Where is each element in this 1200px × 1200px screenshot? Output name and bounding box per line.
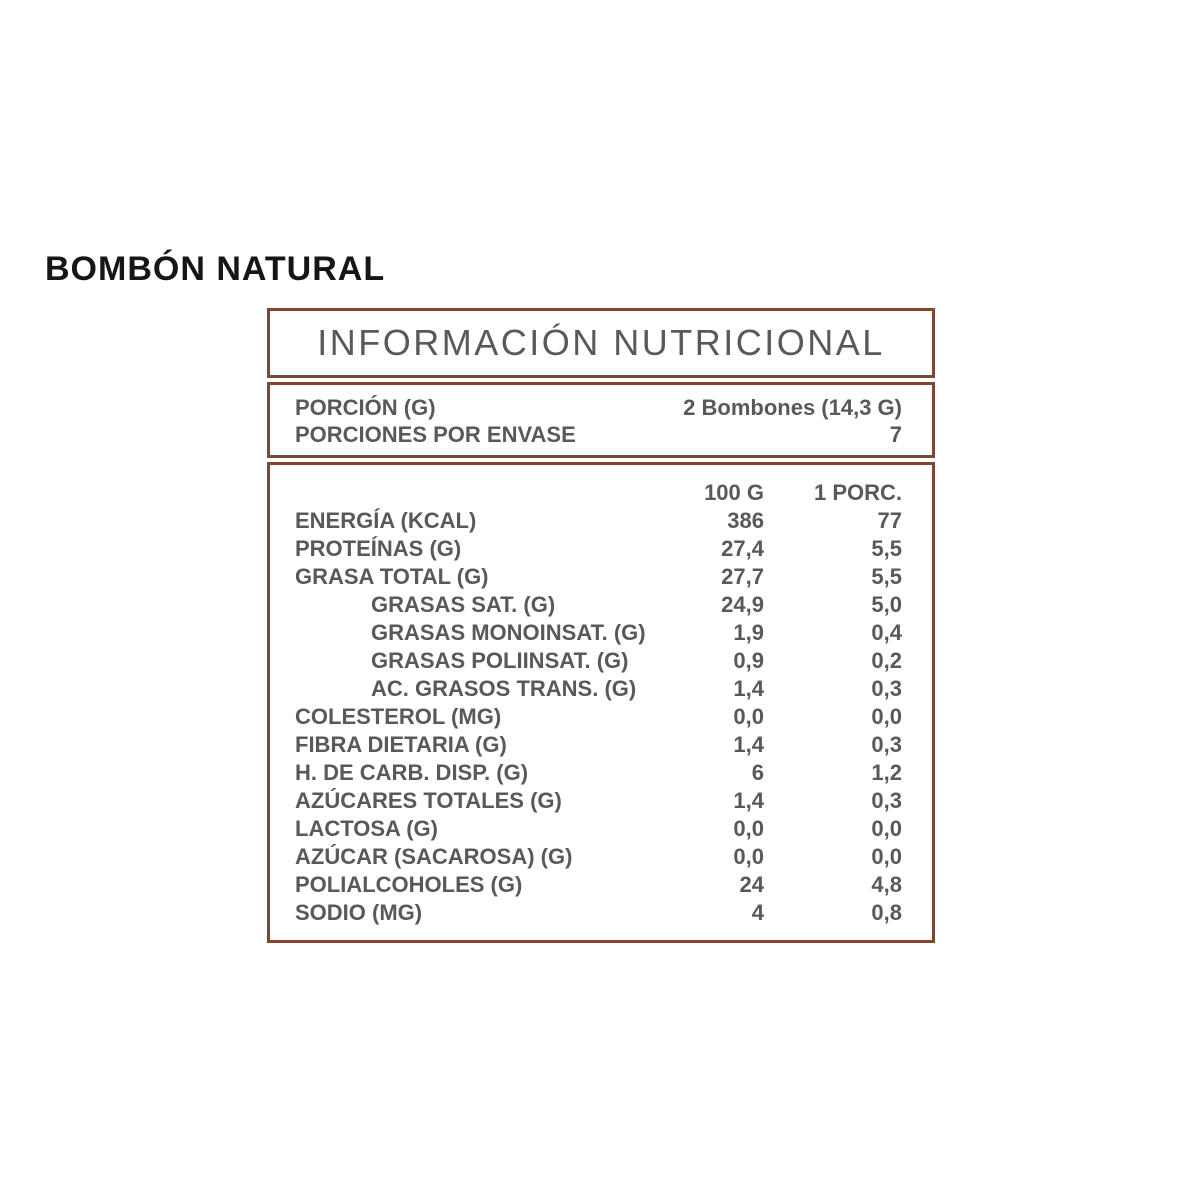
nutrient-value-per-100g: 1,4 <box>733 732 764 757</box>
nutrient-value-per-portion: 1,2 <box>871 760 902 785</box>
nutrient-value-per-100g: 0,0 <box>733 816 764 841</box>
serving-row-value: 7 <box>889 422 902 447</box>
nutrient-value-per-100g: 1,4 <box>733 788 764 813</box>
nutrient-row <box>295 647 902 675</box>
nutrient-label: GRASAS MONOINSAT. (G) <box>371 620 646 645</box>
nutrient-value-per-100g: 386 <box>727 508 764 533</box>
nutrient-value-per-portion: 77 <box>877 508 902 533</box>
column-header-per-portion: 1 PORC. <box>813 480 902 505</box>
nutrient-value-per-100g: 27,4 <box>721 536 764 561</box>
nutrient-value-per-portion: 5,5 <box>871 536 902 561</box>
nutrient-value-per-100g: 27,7 <box>721 564 764 589</box>
nutrient-label: GRASA TOTAL (G) <box>295 564 489 589</box>
nutrient-label: AZÚCARES TOTALES (G) <box>295 788 562 813</box>
nutrients-box <box>267 462 935 943</box>
nutrient-value-per-100g: 1,4 <box>733 676 764 701</box>
nutrient-value-per-100g: 24 <box>739 872 764 897</box>
nutrient-value-per-portion: 4,8 <box>871 872 902 897</box>
nutrient-label: ENERGÍA (KCAL) <box>295 508 477 533</box>
nutrient-value-per-100g: 1,9 <box>733 620 764 645</box>
nutrient-value-per-portion: 0,4 <box>871 620 902 645</box>
nutrient-value-per-portion: 0,0 <box>871 704 902 729</box>
nutrient-label: LACTOSA (G) <box>295 816 438 841</box>
nutrient-row <box>295 843 902 871</box>
nutrient-label: AZÚCAR (SACAROSA) (G) <box>295 844 573 869</box>
nutrient-label: GRASAS SAT. (G) <box>371 592 556 617</box>
nutrient-value-per-100g: 0,9 <box>733 648 764 673</box>
nutrient-value-per-100g: 24,9 <box>721 592 764 617</box>
nutrient-value-per-100g: 0,0 <box>733 844 764 869</box>
nutrient-row <box>295 787 902 815</box>
nutrient-row <box>295 507 902 535</box>
column-header-row <box>295 479 902 507</box>
serving-row-value: 2 Bombones (14,3 G) <box>683 395 902 420</box>
nutrient-label: COLESTEROL (MG) <box>295 704 502 729</box>
nutrient-label: GRASAS POLIINSAT. (G) <box>371 648 629 673</box>
nutrition-label <box>267 308 935 943</box>
nutrient-value-per-portion: 0,3 <box>871 732 902 757</box>
nutrient-row <box>295 871 902 899</box>
nutrient-row <box>295 731 902 759</box>
nutrient-row <box>295 759 902 787</box>
nutrient-value-per-portion: 5,5 <box>871 564 902 589</box>
nutrient-value-per-100g: 0,0 <box>733 704 764 729</box>
nutrient-value-per-portion: 0,2 <box>871 648 902 673</box>
nutrient-label: FIBRA DIETARIA (G) <box>295 732 507 757</box>
nutrient-label: POLIALCOHOLES (G) <box>295 872 523 897</box>
nutrition-label-header-box <box>267 308 935 378</box>
nutrient-row <box>295 619 902 647</box>
nutrient-value-per-portion: 0,0 <box>871 844 902 869</box>
nutrient-value-per-100g: 4 <box>751 900 764 925</box>
nutrient-row <box>295 675 902 703</box>
serving-info-box <box>267 382 935 458</box>
nutrient-value-per-portion: 0,8 <box>871 900 902 925</box>
nutrient-label: H. DE CARB. DISP. (G) <box>295 760 529 785</box>
nutrition-label-title: INFORMACIÓN NUTRICIONAL <box>317 322 885 363</box>
nutrient-value-per-portion: 0,3 <box>871 788 902 813</box>
serving-row <box>295 421 902 448</box>
nutrient-label: SODIO (MG) <box>295 900 423 925</box>
serving-row-label: PORCIÓN (G) <box>295 395 436 420</box>
product-title: BOMBÓN NATURAL <box>45 250 386 288</box>
nutrient-value-per-portion: 0,3 <box>871 676 902 701</box>
nutrient-row <box>295 591 902 619</box>
nutrient-row <box>295 535 902 563</box>
nutrient-label: PROTEÍNAS (G) <box>295 536 462 561</box>
serving-row-label: PORCIONES POR ENVASE <box>295 422 576 447</box>
column-header-per-100g: 100 G <box>704 480 764 505</box>
nutrient-row <box>295 899 902 927</box>
nutrient-value-per-portion: 0,0 <box>871 816 902 841</box>
nutrient-row <box>295 703 902 731</box>
nutrient-row <box>295 563 902 591</box>
nutrient-value-per-100g: 6 <box>751 760 764 785</box>
nutrient-label: AC. GRASOS TRANS. (G) <box>371 676 637 701</box>
nutrient-value-per-portion: 5,0 <box>871 592 902 617</box>
serving-row <box>295 394 902 421</box>
nutrient-row <box>295 815 902 843</box>
